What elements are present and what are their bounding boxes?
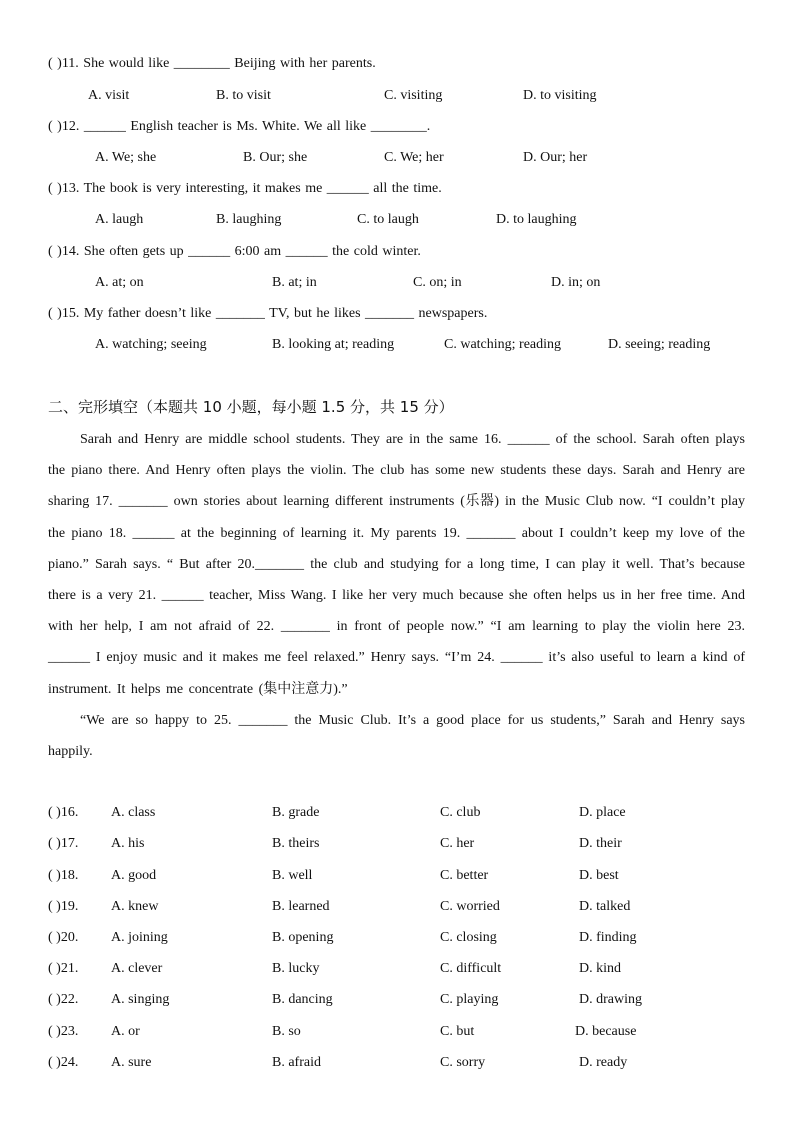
item-20-row: [48, 928, 748, 948]
item-19-option-d[interactable]: D. talked: [579, 899, 631, 914]
cloze-paragraph-1: Sarah and Henry are middle school students. They are in the same 16. ______ of the school. Sarah often plays the piano there. And Henry often plays the violin. The club has some new students these days. Sarah and Henry are sharing 17. _______ own stories about learning different instruments (乐器) in the Music Club now. “I couldn’t play the piano 18. ______ at the beginning of learning it. My parents 19. _______ about I couldn’t keep my love of the piano.” Sarah says. “ But after 20._______ the club and studying for a long time, I can play it well. That’s because there is a very 21. ______ teacher, Miss Wang. I like her very much because she often helps us in her free time. And with her help, I am not afraid of 22. _______ in front of people now.” “I am learning to play the violin here 23. ______ I enjoy music and it makes me feel relaxed.” Henry says. “I’m 24. ______ it’s also useful to learn a kind of instrument. It helps me concentrate (集中注意力).”: [48, 432, 745, 697]
item-19-option-c[interactable]: C. worried: [440, 899, 500, 914]
question-11-stem: ( )11. She would like ________ Beijing with her parents.: [48, 56, 376, 71]
item-17-option-c[interactable]: C. her: [440, 836, 475, 851]
item-20-option-a[interactable]: A. joining: [111, 930, 168, 945]
question-15-stem: ( )15. My father doesn’t like _______ TV, but he likes _______ newspapers.: [48, 306, 488, 321]
question-15-option-d[interactable]: D. seeing; reading: [608, 337, 711, 352]
item-21-option-a[interactable]: A. clever: [111, 961, 163, 976]
item-18-row: [48, 866, 748, 886]
item-19-number: ( )19.: [48, 899, 79, 914]
item-23-option-b[interactable]: B. so: [272, 1024, 301, 1039]
item-20-option-c[interactable]: C. closing: [440, 930, 497, 945]
item-24-option-b[interactable]: B. afraid: [272, 1055, 321, 1070]
question-12-option-c[interactable]: C. We; her: [384, 150, 444, 165]
item-22-number: ( )22.: [48, 992, 79, 1007]
item-22-option-d[interactable]: D. drawing: [579, 992, 642, 1007]
item-17-row: [48, 834, 748, 854]
question-13-stem: ( )13. The book is very interesting, it makes me ______ all the time.: [48, 181, 442, 196]
question-12-option-d[interactable]: D. Our; her: [523, 150, 588, 165]
item-23-option-d[interactable]: D. because: [575, 1024, 637, 1039]
question-11-option-a[interactable]: A. visit: [88, 88, 130, 103]
item-22-option-c[interactable]: C. playing: [440, 992, 499, 1007]
section-title-cloze: 二、完形填空（本题共 10 小题，每小题 1.5 分，共 15 分）: [48, 398, 454, 416]
question-13-option-a[interactable]: A. laugh: [95, 212, 144, 227]
item-18-option-a[interactable]: A. good: [111, 868, 157, 883]
question-14-option-b[interactable]: B. at; in: [272, 275, 317, 290]
item-20-option-b[interactable]: B. opening: [272, 930, 334, 945]
item-23-row: [48, 1022, 748, 1042]
item-24-option-c[interactable]: C. sorry: [440, 1055, 486, 1070]
item-17-option-a[interactable]: A. his: [111, 836, 145, 851]
item-22-option-b[interactable]: B. dancing: [272, 992, 333, 1007]
item-16-option-b[interactable]: B. grade: [272, 805, 320, 820]
item-24-option-a[interactable]: A. sure: [111, 1055, 152, 1070]
item-18-number: ( )18.: [48, 868, 79, 883]
question-15-option-b[interactable]: B. looking at; reading: [272, 337, 395, 352]
item-17-number: ( )17.: [48, 836, 79, 851]
item-21-option-b[interactable]: B. lucky: [272, 961, 320, 976]
item-18-option-d[interactable]: D. best: [579, 868, 619, 883]
item-21-number: ( )21.: [48, 961, 79, 976]
item-17-option-b[interactable]: B. theirs: [272, 836, 320, 851]
item-23-number: ( )23.: [48, 1024, 79, 1039]
item-24-option-d[interactable]: D. ready: [579, 1055, 628, 1070]
item-22-row: [48, 990, 748, 1010]
item-17-option-d[interactable]: D. their: [579, 836, 622, 851]
item-20-option-d[interactable]: D. finding: [579, 930, 637, 945]
question-11-option-b[interactable]: B. to visit: [216, 88, 271, 103]
item-20-number: ( )20.: [48, 930, 79, 945]
question-12-option-a[interactable]: A. We; she: [95, 150, 157, 165]
item-23-option-a[interactable]: A. or: [111, 1024, 140, 1039]
question-11-option-c[interactable]: C. visiting: [384, 88, 443, 103]
item-19-option-a[interactable]: A. knew: [111, 899, 159, 914]
item-16-option-c[interactable]: C. club: [440, 805, 481, 820]
item-16-option-d[interactable]: D. place: [579, 805, 626, 820]
question-13-option-c[interactable]: C. to laugh: [357, 212, 419, 227]
cloze-paragraph-2: “We are so happy to 25. _______ the Music Club. It’s a good place for us students,” Sarah and Henry says happily.: [48, 712, 745, 760]
item-21-row: [48, 959, 748, 979]
question-14-option-a[interactable]: A. at; on: [95, 275, 144, 290]
item-18-option-c[interactable]: C. better: [440, 868, 489, 883]
question-14-stem: ( )14. She often gets up ______ 6:00 am ______ the cold winter.: [48, 244, 421, 259]
question-15-option-c[interactable]: C. watching; reading: [444, 337, 562, 352]
question-12-option-b[interactable]: B. Our; she: [243, 150, 308, 165]
question-12-stem: ( )12. ______ English teacher is Ms. White. We all like ________.: [48, 119, 431, 134]
question-14-option-c[interactable]: C. on; in: [413, 275, 462, 290]
question-13-option-d[interactable]: D. to laughing: [496, 212, 577, 227]
item-16-number: ( )16.: [48, 805, 79, 820]
question-11-option-d[interactable]: D. to visiting: [523, 88, 597, 103]
item-16-row: [48, 803, 748, 823]
item-16-option-a[interactable]: A. class: [111, 805, 156, 820]
item-24-number: ( )24.: [48, 1055, 79, 1070]
item-23-option-c[interactable]: C. but: [440, 1024, 475, 1039]
item-24-row: [48, 1053, 748, 1073]
question-14-option-d[interactable]: D. in; on: [551, 275, 601, 290]
question-15-option-a[interactable]: A. watching; seeing: [95, 337, 207, 352]
item-19-option-b[interactable]: B. learned: [272, 899, 330, 914]
item-22-option-a[interactable]: A. singing: [111, 992, 170, 1007]
cloze-passage: [48, 424, 745, 767]
item-19-row: [48, 897, 748, 917]
item-18-option-b[interactable]: B. well: [272, 868, 313, 883]
item-21-option-c[interactable]: C. difficult: [440, 961, 502, 976]
item-21-option-d[interactable]: D. kind: [579, 961, 621, 976]
question-13-option-b[interactable]: B. laughing: [216, 212, 282, 227]
